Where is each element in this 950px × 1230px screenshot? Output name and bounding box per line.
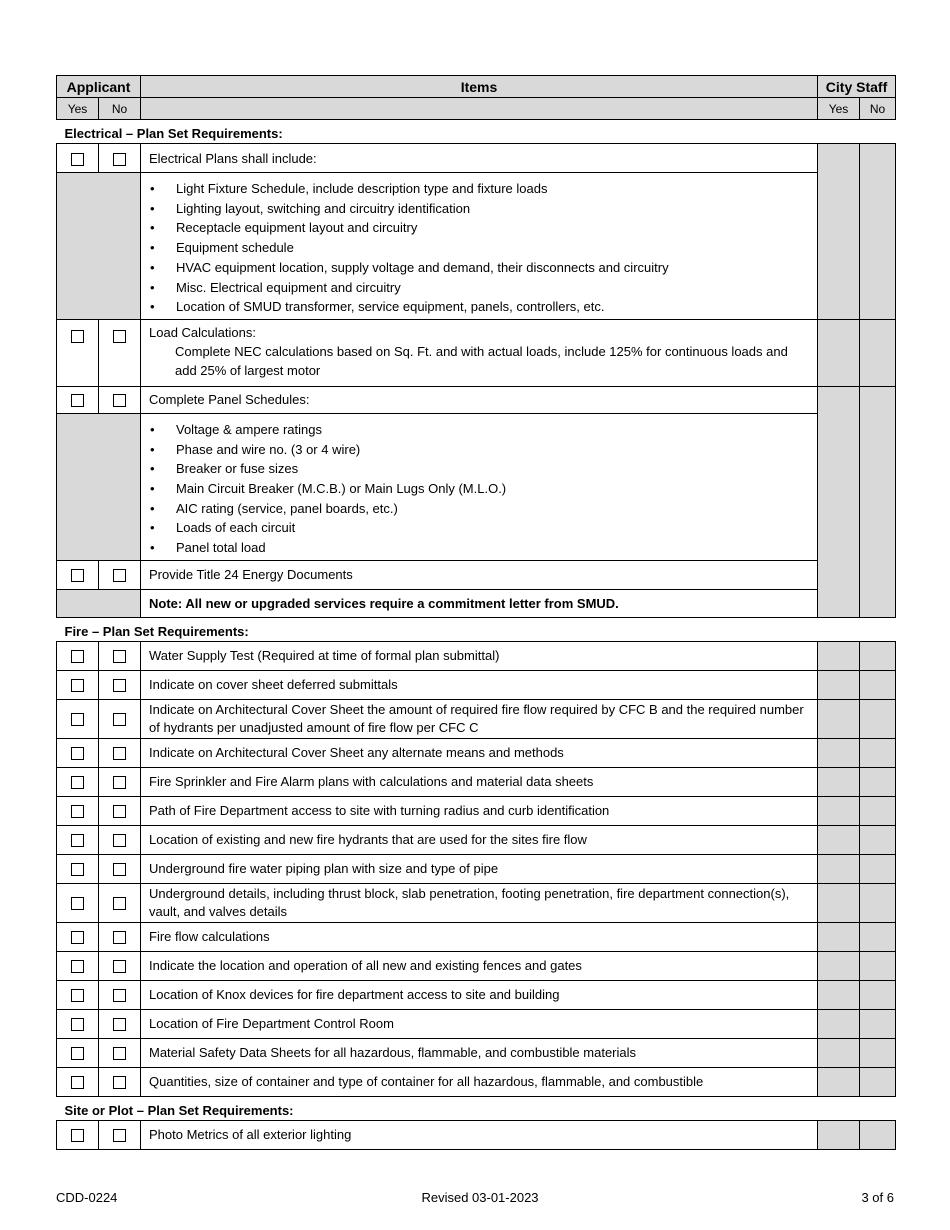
staff-yes-cell bbox=[818, 1067, 860, 1096]
table-row bbox=[57, 699, 896, 738]
applicant-yes-checkbox[interactable] bbox=[71, 960, 84, 973]
form-id: CDD-0224 bbox=[56, 1190, 118, 1205]
bullet-list bbox=[141, 414, 817, 560]
applicant-header: Applicant bbox=[57, 76, 141, 98]
applicant-yes-header: Yes bbox=[57, 98, 99, 120]
smud-note: Note: All new or upgraded services require a commitment letter from SMUD. bbox=[141, 589, 818, 617]
staff-no-cell bbox=[860, 980, 896, 1009]
applicant-yes-checkbox[interactable] bbox=[71, 834, 84, 847]
applicant-yes-checkbox[interactable] bbox=[71, 805, 84, 818]
bullet-item: • Phase and wire no. (3 or 4 wire) bbox=[149, 440, 809, 460]
bullet-item: • Voltage & ampere ratings bbox=[149, 420, 809, 440]
bullet-item: • Light Fixture Schedule, include description type and fixture loads bbox=[149, 179, 809, 199]
table-row bbox=[57, 319, 896, 386]
table-row bbox=[57, 173, 896, 320]
item-text: Complete Panel Schedules: bbox=[141, 386, 818, 413]
applicant-no-checkbox[interactable] bbox=[113, 776, 126, 789]
city-staff-header: City Staff bbox=[818, 76, 896, 98]
bullet-item: • AIC rating (service, panel boards, etc.) bbox=[149, 499, 809, 519]
table-row bbox=[57, 641, 896, 670]
staff-yes-cell bbox=[818, 883, 860, 922]
table-row bbox=[57, 883, 896, 922]
page-number: 3 of 6 bbox=[861, 1190, 894, 1205]
staff-no-cell bbox=[860, 796, 896, 825]
applicant-yes-checkbox[interactable] bbox=[71, 863, 84, 876]
staff-yes-cell bbox=[818, 1120, 860, 1149]
applicant-yes-checkbox[interactable] bbox=[71, 989, 84, 1002]
applicant-no-checkbox[interactable] bbox=[113, 1018, 126, 1031]
applicant-yes-checkbox[interactable] bbox=[71, 394, 84, 407]
staff-yes-header: Yes bbox=[818, 98, 860, 120]
item-text: Underground details, including thrust block, slab penetration, footing penetration, fire department connection(s), vault, and valves details bbox=[141, 883, 818, 922]
bullet-item: • Main Circuit Breaker (M.C.B.) or Main Lugs Only (M.L.O.) bbox=[149, 479, 809, 499]
bullet-item: • Loads of each circuit bbox=[149, 518, 809, 538]
item-text: Indicate the location and operation of all new and existing fences and gates bbox=[141, 951, 818, 980]
applicant-yes-checkbox[interactable] bbox=[71, 897, 84, 910]
applicant-no-header: No bbox=[99, 98, 141, 120]
applicant-no-checkbox[interactable] bbox=[113, 834, 126, 847]
table-row bbox=[57, 1009, 896, 1038]
staff-yes-cell bbox=[818, 951, 860, 980]
section-title: Electrical – Plan Set Requirements: bbox=[64, 126, 283, 141]
applicant-no-checkbox[interactable] bbox=[113, 713, 126, 726]
section-electrical bbox=[57, 120, 896, 144]
staff-no-cell bbox=[860, 825, 896, 854]
staff-no-cell bbox=[860, 922, 896, 951]
table-row bbox=[57, 560, 896, 589]
staff-no-cell bbox=[860, 699, 896, 738]
bullet-item: • Location of SMUD transformer, service equipment, panels, controllers, etc. bbox=[149, 297, 809, 317]
table-row bbox=[57, 738, 896, 767]
item-text: Location of Knox devices for fire department access to site and building bbox=[141, 980, 818, 1009]
bullet-item: • Panel total load bbox=[149, 538, 809, 558]
staff-no-cell bbox=[860, 854, 896, 883]
staff-yes-cell bbox=[818, 767, 860, 796]
section-title: Fire – Plan Set Requirements: bbox=[64, 623, 249, 639]
staff-no-cell bbox=[860, 951, 896, 980]
bullet-item: • Receptacle equipment layout and circuitry bbox=[149, 218, 809, 238]
staff-yes-cell bbox=[818, 1038, 860, 1067]
bullet-item: • Lighting layout, switching and circuitry identification bbox=[149, 199, 809, 219]
item-text: Water Supply Test (Required at time of formal plan submittal) bbox=[141, 641, 818, 670]
item-text: Path of Fire Department access to site with turning radius and curb identification bbox=[141, 796, 818, 825]
staff-yes-cell bbox=[818, 699, 860, 738]
applicant-yes-checkbox[interactable] bbox=[71, 776, 84, 789]
subheader-row bbox=[57, 98, 896, 120]
staff-no-cell bbox=[860, 738, 896, 767]
item-detail: Complete NEC calculations based on Sq. Ft. and with actual loads, include 125% for continuous loads and add 25% of largest motor bbox=[175, 343, 788, 378]
staff-yes-cell bbox=[818, 922, 860, 951]
applicant-no-checkbox[interactable] bbox=[113, 394, 126, 407]
table-row bbox=[57, 1038, 896, 1067]
applicant-no-checkbox[interactable] bbox=[113, 747, 126, 760]
applicant-no-checkbox[interactable] bbox=[113, 153, 126, 166]
applicant-yes-checkbox[interactable] bbox=[71, 1018, 84, 1031]
applicant-yes-checkbox[interactable] bbox=[71, 569, 84, 582]
staff-yes-cell bbox=[818, 854, 860, 883]
item-text: Electrical Plans shall include: bbox=[141, 144, 818, 173]
applicant-no-checkbox[interactable] bbox=[113, 805, 126, 818]
section-site bbox=[57, 1096, 896, 1120]
applicant-yes-checkbox[interactable] bbox=[71, 931, 84, 944]
bullet-item: • HVAC equipment location, supply voltage and demand, their disconnects and circuitry bbox=[149, 258, 809, 278]
applicant-no-checkbox[interactable] bbox=[113, 569, 126, 582]
staff-yes-cell bbox=[818, 144, 860, 320]
item-text: Fire flow calculations bbox=[141, 922, 818, 951]
applicant-no-checkbox[interactable] bbox=[113, 960, 126, 973]
staff-no-cell bbox=[860, 641, 896, 670]
staff-no-cell bbox=[860, 144, 896, 320]
table-row bbox=[57, 386, 896, 413]
applicant-no-checkbox[interactable] bbox=[113, 650, 126, 663]
applicant-yes-checkbox[interactable] bbox=[71, 1129, 84, 1142]
applicant-no-checkbox[interactable] bbox=[113, 1047, 126, 1060]
table-row bbox=[57, 670, 896, 699]
applicant-yes-checkbox[interactable] bbox=[71, 1076, 84, 1089]
applicant-no-checkbox[interactable] bbox=[113, 931, 126, 944]
bullet-item: • Equipment schedule bbox=[149, 238, 809, 258]
item-text: Location of Fire Department Control Room bbox=[141, 1009, 818, 1038]
item-text: Indicate on Architectural Cover Sheet any alternate means and methods bbox=[141, 738, 818, 767]
table-row bbox=[57, 854, 896, 883]
checklist-table bbox=[56, 75, 896, 1150]
applicant-yes-checkbox[interactable] bbox=[71, 679, 84, 692]
staff-no-cell bbox=[860, 767, 896, 796]
staff-no-cell bbox=[860, 883, 896, 922]
applicant-no-checkbox[interactable] bbox=[113, 897, 126, 910]
applicant-no-checkbox[interactable] bbox=[113, 679, 126, 692]
table-row bbox=[57, 144, 896, 173]
staff-no-header: No bbox=[860, 98, 896, 120]
item-text: Quantities, size of container and type of container for all hazardous, flammable, and combustible bbox=[141, 1067, 818, 1096]
staff-no-cell bbox=[860, 386, 896, 617]
item-text: Indicate on cover sheet deferred submittals bbox=[141, 670, 818, 699]
staff-yes-cell bbox=[818, 386, 860, 617]
item-text: Fire Sprinkler and Fire Alarm plans with calculations and material data sheets bbox=[141, 767, 818, 796]
applicant-yes-checkbox[interactable] bbox=[71, 650, 84, 663]
table-row bbox=[57, 1120, 896, 1149]
table-row bbox=[57, 980, 896, 1009]
staff-yes-cell bbox=[818, 738, 860, 767]
items-header: Items bbox=[141, 76, 818, 98]
staff-yes-cell bbox=[818, 825, 860, 854]
note-row bbox=[57, 589, 896, 617]
staff-no-cell bbox=[860, 670, 896, 699]
staff-yes-cell bbox=[818, 670, 860, 699]
staff-no-cell bbox=[860, 1067, 896, 1096]
checklist-page bbox=[56, 75, 895, 1150]
bullet-list bbox=[141, 173, 817, 319]
applicant-no-checkbox[interactable] bbox=[113, 863, 126, 876]
bullet-item: • Misc. Electrical equipment and circuitry bbox=[149, 278, 809, 298]
applicant-no-checkbox[interactable] bbox=[113, 330, 126, 343]
applicant-yes-checkbox[interactable] bbox=[71, 713, 84, 726]
table-row bbox=[57, 825, 896, 854]
item-text: Underground fire water piping plan with size and type of pipe bbox=[141, 854, 818, 883]
applicant-no-checkbox[interactable] bbox=[113, 1129, 126, 1142]
staff-no-cell bbox=[860, 1120, 896, 1149]
applicant-yes-checkbox[interactable] bbox=[71, 747, 84, 760]
applicant-no-checkbox[interactable] bbox=[113, 1076, 126, 1089]
bullet-item: • Breaker or fuse sizes bbox=[149, 459, 809, 479]
table-row bbox=[57, 951, 896, 980]
table-row bbox=[57, 796, 896, 825]
staff-no-cell bbox=[860, 1009, 896, 1038]
section-fire bbox=[57, 617, 896, 641]
table-row bbox=[57, 413, 896, 560]
section-title: Site or Plot – Plan Set Requirements: bbox=[64, 1102, 294, 1118]
table-row bbox=[57, 1067, 896, 1096]
item-text: Load Calculations: bbox=[149, 324, 256, 340]
revised-date: Revised 03-01-2023 bbox=[421, 1190, 539, 1205]
staff-yes-cell bbox=[818, 641, 860, 670]
applicant-no-checkbox[interactable] bbox=[113, 989, 126, 1002]
item-text: Indicate on Architectural Cover Sheet the amount of required fire flow required by CFC B and the required number of hydrants per unadjusted amount of fire flow per CFC C bbox=[141, 699, 818, 738]
header-row bbox=[57, 76, 896, 98]
item-text: Material Safety Data Sheets for all hazardous, flammable, and combustible materials bbox=[141, 1038, 818, 1067]
staff-no-cell bbox=[860, 1038, 896, 1067]
applicant-yes-checkbox[interactable] bbox=[71, 153, 84, 166]
table-row bbox=[57, 767, 896, 796]
staff-yes-cell bbox=[818, 980, 860, 1009]
staff-yes-cell bbox=[818, 796, 860, 825]
applicant-yes-checkbox[interactable] bbox=[71, 1047, 84, 1060]
applicant-yes-checkbox[interactable] bbox=[71, 330, 84, 343]
item-text: Location of existing and new fire hydrants that are used for the sites fire flow bbox=[141, 825, 818, 854]
staff-yes-cell bbox=[818, 1009, 860, 1038]
table-row bbox=[57, 922, 896, 951]
item-text: Provide Title 24 Energy Documents bbox=[141, 560, 818, 589]
item-text: Photo Metrics of all exterior lighting bbox=[141, 1120, 818, 1149]
